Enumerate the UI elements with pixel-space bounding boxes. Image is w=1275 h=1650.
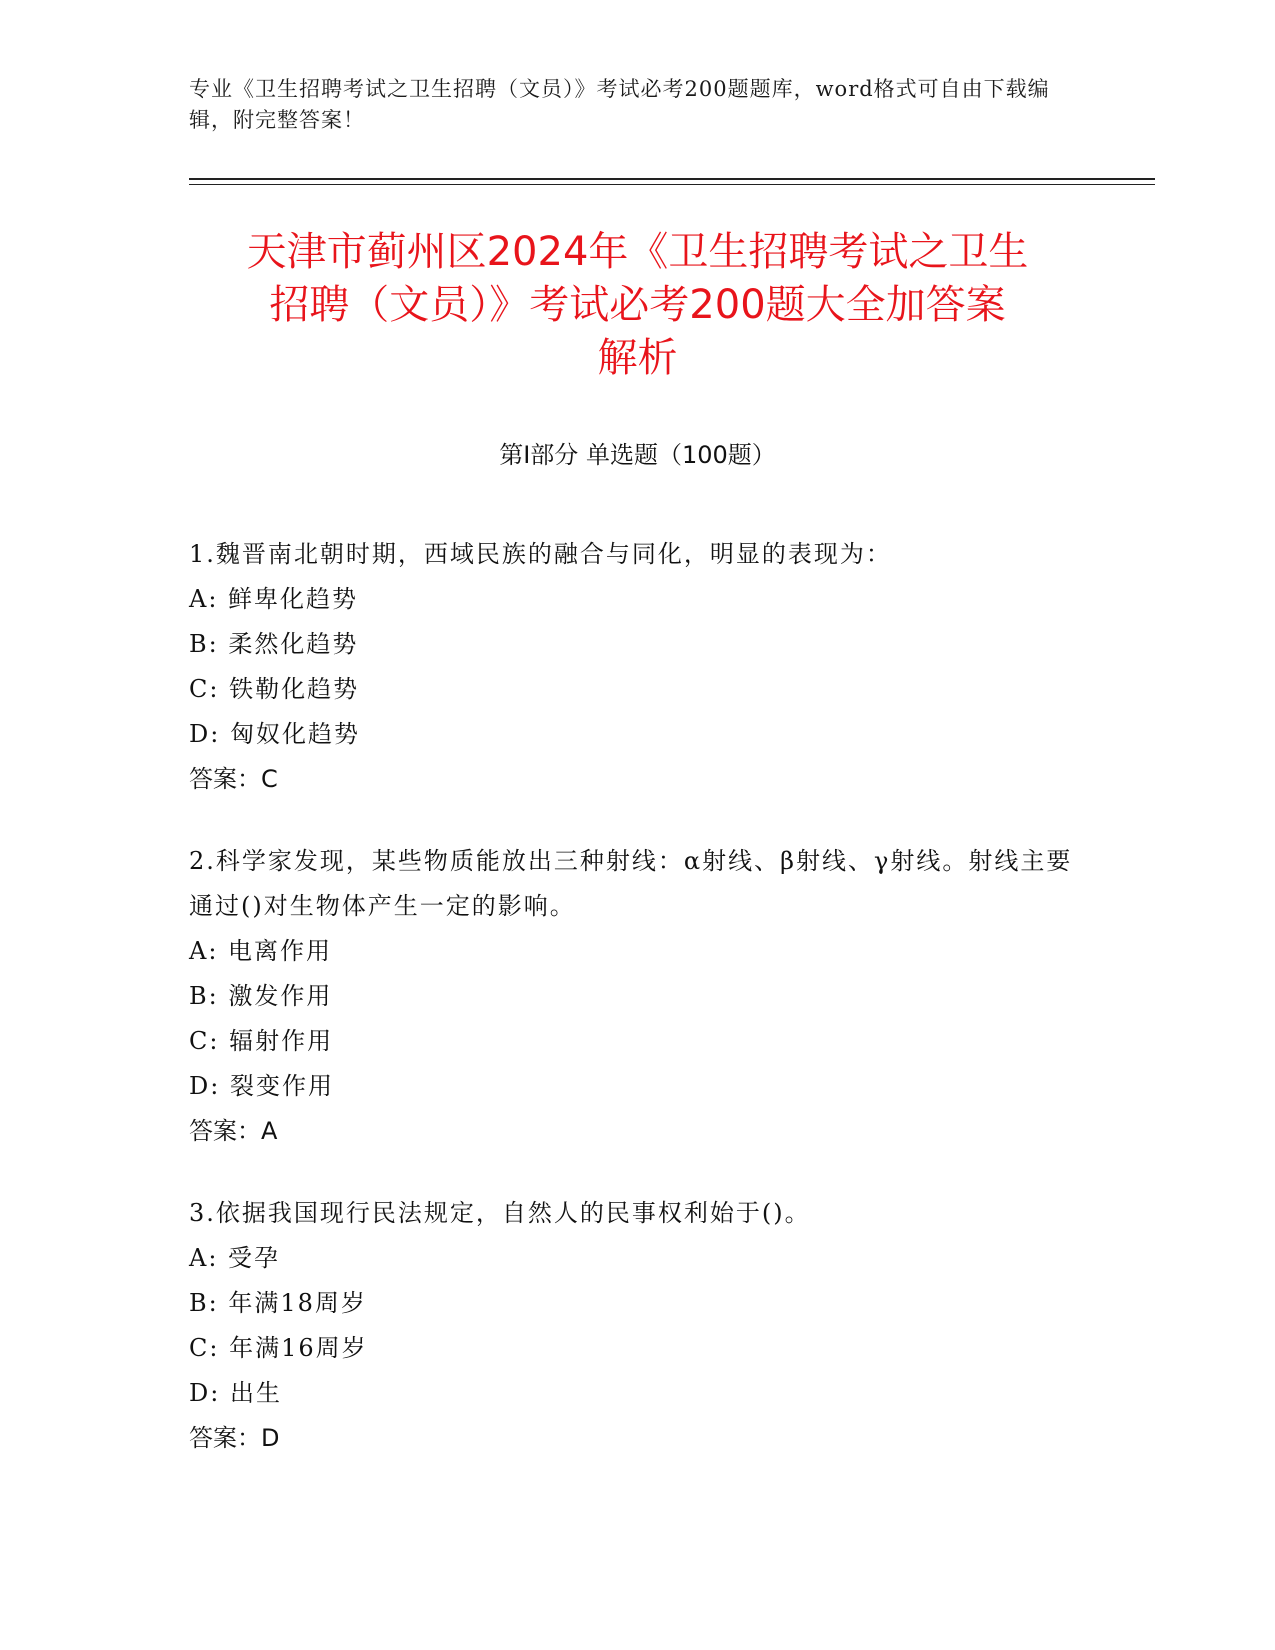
question-3 (189, 1191, 1089, 1461)
option-d: D: 出生 (189, 1379, 282, 1407)
question-stem: 1.魏晋南北朝时期，西域民族的融合与同化，明显的表现为： (189, 540, 892, 568)
option-b: B: 柔然化趋势 (189, 630, 359, 658)
header-divider-thick (189, 178, 1155, 180)
document-title-line-1: 天津市蓟州区2024年《卫生招聘考试之卫生 (246, 229, 1029, 275)
option-c: C: 铁勒化趋势 (189, 675, 360, 703)
option-a: A: 受孕 (189, 1244, 281, 1272)
section-heading: 第Ⅰ部分 单选题（100题） (499, 441, 776, 469)
option-a: A: 鲜卑化趋势 (189, 585, 359, 613)
header-note: 专业《卫生招聘考试之卫生招聘（文员）》考试必考200题题库，word格式可自由下载编辑，附完整答案！ (189, 77, 1050, 132)
question-stem: 2.科学家发现，某些物质能放出三种射线：α射线、β射线、γ射线。射线主要通过()对生物体产生一定的影响。 (189, 847, 1073, 920)
answer: 答案：C (189, 765, 278, 793)
answer: 答案：D (189, 1424, 280, 1452)
question-2 (189, 839, 1089, 1154)
option-b: B: 年满18周岁 (189, 1289, 367, 1317)
question-stem: 3.依据我国现行民法规定，自然人的民事权利始于()。 (189, 1199, 811, 1227)
option-a: A: 电离作用 (189, 937, 333, 965)
option-c: C: 辐射作用 (189, 1027, 334, 1055)
option-c: C: 年满16周岁 (189, 1334, 368, 1362)
option-d: D: 匈奴化趋势 (189, 720, 360, 748)
option-b: B: 激发作用 (189, 982, 333, 1010)
answer: 答案：A (189, 1117, 278, 1145)
document-title (160, 226, 1115, 385)
document-title-line-3: 解析 (597, 335, 678, 381)
question-list (189, 532, 1089, 1498)
option-d: D: 裂变作用 (189, 1072, 334, 1100)
question-1 (189, 532, 1089, 802)
header-divider-thin (189, 184, 1155, 185)
document-title-line-2: 招聘（文员）》考试必考200题大全加答案 (269, 282, 1006, 328)
